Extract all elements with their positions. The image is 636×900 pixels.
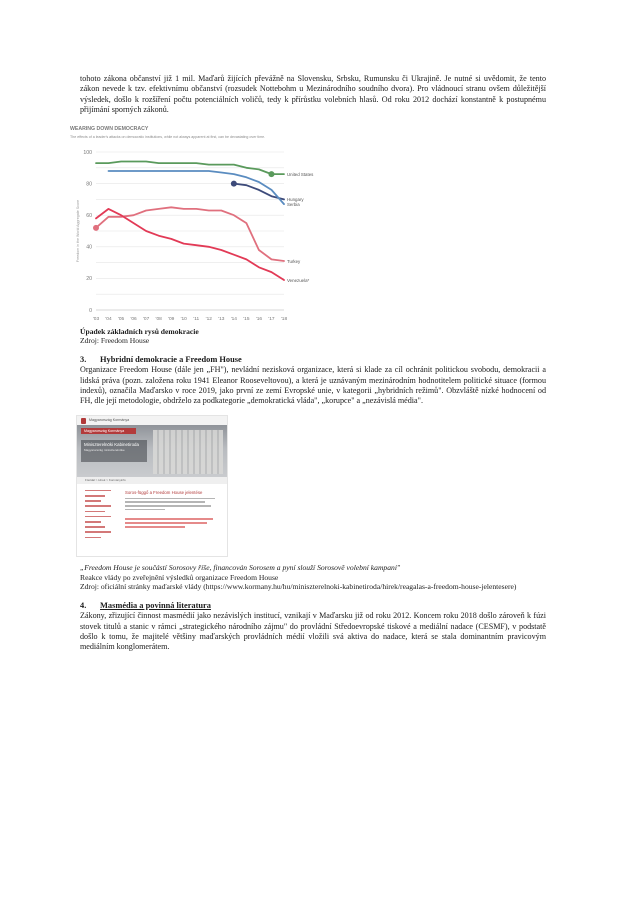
series-marker [93,224,99,230]
coat-of-arms-icon [81,418,86,424]
x-tick-label: '11 [193,316,200,322]
intro-paragraph: tohoto zákona občanství již 1 mil. Maďarů žijících převážně na Slovensku, Srbsku, Rumunsku či Ukrajině. Je nutné si uvědomit, že tento zákon nevede k tzv. efektivnímu občanství (rozsudek Nottebohm u Mezinárodního soudního dvora). Pro vládnoucí stranu ovšem důležitější výsledek, došlo k rozšíření počtu potenciálních voličů, tedy k přírůstku volebních hlasů. Od roku 2012 dochází konstantně k postupnému přijímání sporných zákonů. [80,74,546,115]
breadcrumb-text: Főoldal > Hírek > Kormányinfó [85,477,126,482]
banner-subtitle: Magyarország miniszterelnöke [84,447,125,452]
y-tick-label: 100 [83,149,92,156]
article [125,490,219,530]
x-tick-label: '17 [268,316,275,322]
document-page [70,74,546,653]
x-tick-label: '09 [168,316,175,322]
screenshot-quote: „Freedom House je součástí Sorosovy říše, financován Sorosem a pyní slouží Sorosově volební kampani" [80,562,401,572]
x-tick-label: '15 [243,316,250,322]
screenshot-caption-line: Reakce vlády po zveřejnění výsledků organizace Freedom House [80,572,279,582]
x-tick-label: '05 [117,316,125,322]
y-tick-label: 20 [86,275,92,282]
x-tick-label: '07 [143,316,150,322]
section-3-number: 3. [80,355,87,365]
y-tick-label: 0 [89,307,92,314]
x-tick-label: '14 [230,316,237,322]
series-label: Hungary [287,196,304,202]
x-tick-label: '03 [92,316,100,322]
section-3-heading [80,354,546,365]
parliament-building-image [153,430,223,474]
y-axis-label: Freedom in the World Aggregate Score [76,199,80,262]
chart-title: WEARING DOWN DEMOCRACY [70,125,149,132]
section-4-body: Zákony, zřizující činnost masmédií jako nezávislých institucí, vznikají v Maďarsku již od roku 2012. Koncem roku 2018 došlo zároveň k fúzi stovek titulů a stanic v rámci „strategického národního zájmu" do provládní Středoevropské tiskové a mediální nadace (CESMF), v podstatě došlo k tomu, že majitelé většiny maďarských provládních médií vložili svá aktiva do nadace, která se stala dominantním pravicovým mediálním konglomerátem. [80,611,546,652]
y-tick-label: 60 [86,212,92,219]
y-tick-label: 40 [86,244,92,251]
banner-title: Miniszterelnöki Kabinetiroda [84,441,139,447]
chart-source: Zdroj: Freedom House [80,336,150,346]
x-tick-label: '04 [105,316,112,322]
section-4-number: 4. [80,601,87,611]
x-tick-label: '06 [130,316,137,322]
series-marker [268,171,274,177]
chart-background [68,122,318,327]
y-tick-label: 80 [86,181,92,188]
series-marker [231,180,237,186]
series-label: Serbia [287,201,300,207]
section-4-heading [80,600,546,611]
screenshot-source-url: Zdroj: oficiální stránky maďarské vlády (https://www.kormany.hu/hu/miniszterelnoki-kabinetiroda/hirek/reagalas-a-freedom-house-jelentesere) [80,582,517,592]
government-website-screenshot [76,415,228,557]
site-name: Magyarország Kormánya [89,417,130,422]
x-tick-label: '16 [255,316,263,322]
x-tick-label: '18 [280,316,288,322]
section-4-title: Masmédia a povinná literatura [100,601,211,611]
banner-title-box [81,440,147,462]
site-nav-bar [81,428,136,434]
nav-bar-label: Magyarország Kormánya [84,428,125,433]
section-3-body: Organizace Freedom House (dále jen „FH"), nevládní nezisková organizace, která si klade za cíl ochránit politickou svobodu, demokracii a lidská práva (pozn. založena roku 1941 Eleanor Rooseveltovou), a která je uznávaným mezinárodním hodnotitelem politické situace (formou indexů), označila Maďarsko v roce 2019, jako první ze zemí Evropské unie, v kategorii „hybridních režimů". Obzvláště nízké hodnocení od FH, dle její metodologie, obdrželo za podkategorie „demokratická vláda", „korupce" a „nezávislá média". [80,365,546,406]
chart-subtitle: The effects of a leader's attacks on democratic institutions, while not always apparent at first, can be devastating over time. [70,134,266,139]
series-label: United States [287,171,314,177]
series-label: Turkey [287,258,301,264]
chart-caption: Úpadek základních rysů demokracie [80,326,199,336]
x-tick-label: '12 [205,316,212,322]
series-label: Venezuela* [287,277,310,283]
article-title: Soros-függő a Freedom House jelentése [125,489,203,495]
x-tick-label: '13 [218,316,225,322]
x-tick-label: '10 [180,316,187,322]
breadcrumb [77,477,227,484]
x-tick-label: '08 [155,316,162,322]
site-sidebar [85,490,115,542]
section-3-title: Hybridní demokracie a Freedom House [100,355,242,365]
freedom-score-chart [68,122,318,327]
